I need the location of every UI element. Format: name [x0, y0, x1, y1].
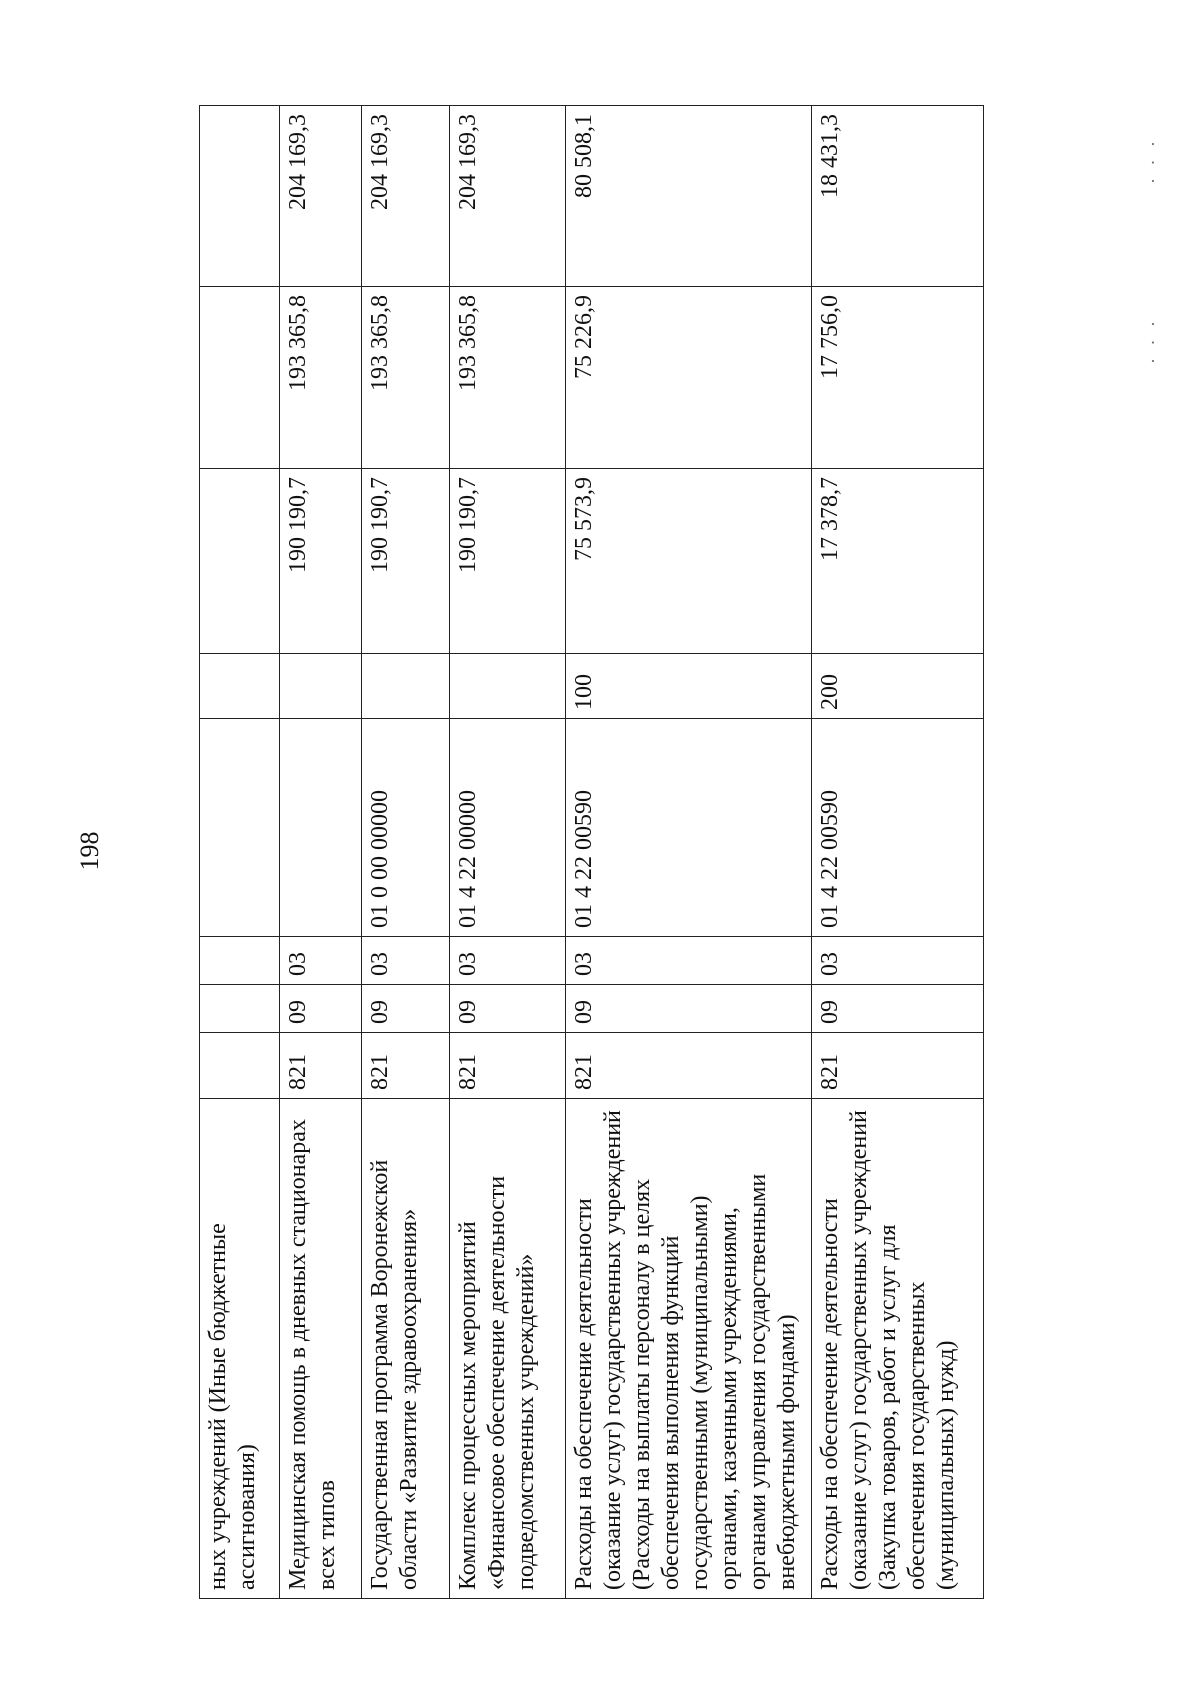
gr-cell: 821	[450, 1033, 566, 1099]
pr-cell: 03	[566, 937, 812, 985]
rz-cell: 09	[362, 985, 450, 1033]
scan-artifact: · · ·	[1142, 317, 1163, 364]
year2-value-cell: 193 365,8	[450, 287, 566, 469]
rz-cell	[200, 985, 280, 1033]
year3-value-cell: 204 169,3	[362, 106, 450, 287]
gr-cell: 821	[362, 1033, 450, 1099]
year1-value-cell: 190 190,7	[362, 469, 450, 654]
vr-cell: 100	[566, 654, 812, 719]
year2-value-cell: 193 365,8	[280, 287, 362, 469]
csr-cell: 01 4 22 00590	[812, 719, 984, 937]
year1-value-cell: 75 573,9	[566, 469, 812, 654]
csr-cell	[280, 719, 362, 937]
rz-cell: 09	[450, 985, 566, 1033]
year1-value-cell: 190 190,7	[280, 469, 362, 654]
pr-cell	[200, 937, 280, 985]
csr-cell: 01 4 22 00000	[450, 719, 566, 937]
year2-value-cell	[200, 287, 280, 469]
gr-cell	[200, 1033, 280, 1099]
table-row	[280, 106, 362, 1599]
rz-cell: 09	[280, 985, 362, 1033]
vr-cell	[280, 654, 362, 719]
rotated-table-sheet	[199, 106, 1099, 1599]
table-row	[450, 106, 566, 1599]
pr-cell: 03	[362, 937, 450, 985]
year2-value-cell: 17 756,0	[812, 287, 984, 469]
year3-value-cell: 204 169,3	[280, 106, 362, 287]
table-body	[200, 106, 984, 1599]
gr-cell: 821	[280, 1033, 362, 1099]
gr-cell: 821	[566, 1033, 812, 1099]
row-name-cell: ных учреждений (Иные бюджетные ассигнования)	[200, 1099, 280, 1599]
vr-cell	[450, 654, 566, 719]
budget-table	[199, 105, 984, 1599]
year1-value-cell	[200, 469, 280, 654]
year3-value-cell	[200, 106, 280, 287]
row-name-cell: Государственная программа Воронежской области «Развитие здравоохранения»	[362, 1099, 450, 1599]
table-row	[362, 106, 450, 1599]
table-row	[812, 106, 984, 1599]
csr-cell: 01 4 22 00590	[566, 719, 812, 937]
table-row	[566, 106, 812, 1599]
gr-cell: 821	[812, 1033, 984, 1099]
table-row	[200, 106, 280, 1599]
vr-cell: 200	[812, 654, 984, 719]
row-name-cell: Расходы на обеспечение деятельности (оказание услуг) государственных учреждений (Закупка товаров, работ и услуг для обеспечения государственных (муниципальных) нужд)	[812, 1099, 984, 1599]
pr-cell: 03	[280, 937, 362, 985]
page-number: 198	[75, 831, 104, 871]
row-name-cell: Комплекс процессных мероприятий «Финансовое обеспечение деятельности подведомственных учреждений»	[450, 1099, 566, 1599]
year1-value-cell: 190 190,7	[450, 469, 566, 654]
row-name-cell: Медицинская помощь в дневных стационарах всех типов	[280, 1099, 362, 1599]
year3-value-cell: 204 169,3	[450, 106, 566, 287]
year2-value-cell: 75 226,9	[566, 287, 812, 469]
csr-cell	[200, 719, 280, 937]
vr-cell	[200, 654, 280, 719]
pr-cell: 03	[450, 937, 566, 985]
vr-cell	[362, 654, 450, 719]
year2-value-cell: 193 365,8	[362, 287, 450, 469]
rz-cell: 09	[566, 985, 812, 1033]
scan-artifact: · · ·	[1142, 137, 1163, 184]
year1-value-cell: 17 378,7	[812, 469, 984, 654]
csr-cell: 01 0 00 00000	[362, 719, 450, 937]
pr-cell: 03	[812, 937, 984, 985]
year3-value-cell: 18 431,3	[812, 106, 984, 287]
row-name-cell: Расходы на обеспечение деятельности (оказание услуг) государственных учреждений (Расходы на выплаты персоналу в целях обеспечения выполнения функций государственными (муниципальными) органами, казенными учреждениями, органами управления государственными внебюджетными фондами)	[566, 1099, 812, 1599]
rz-cell: 09	[812, 985, 984, 1033]
year3-value-cell: 80 508,1	[566, 106, 812, 287]
